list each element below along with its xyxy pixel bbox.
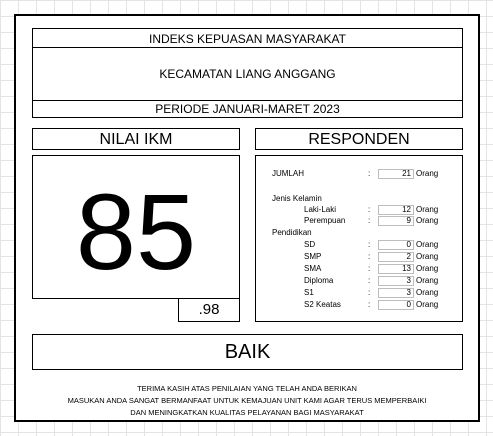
total-colon: : xyxy=(368,169,371,178)
education-label: SMP xyxy=(304,252,322,261)
ikm-score-decimal: .98 xyxy=(178,298,240,322)
education-value: 3 xyxy=(378,288,414,298)
gender-colon: : xyxy=(368,205,371,214)
ikm-category-label: BAIK xyxy=(32,334,463,370)
header-period: PERIODE JANUARI-MARET 2023 xyxy=(155,102,340,116)
footer-message xyxy=(14,381,480,421)
gender-unit: Orang xyxy=(416,205,439,214)
education-heading: Pendidikan xyxy=(272,228,312,237)
education-label: SD xyxy=(304,240,316,249)
education-unit: Orang xyxy=(416,300,439,309)
respondent-table xyxy=(255,155,463,322)
footer-line: MASUKAN ANDA SANGAT BERMANFAAT UNTUK KEMAJUAN UNIT KAMI AGAR TERUS MEMPERBAIKI xyxy=(67,396,427,405)
education-colon: : xyxy=(368,288,371,297)
total-unit: Orang xyxy=(416,169,439,178)
education-unit: Orang xyxy=(416,240,439,249)
education-value: 13 xyxy=(378,264,414,274)
footer-line: DAN MENINGKATKAN KUALITAS PELAYANAN BAGI MASYARAKAT xyxy=(130,408,364,417)
education-colon: : xyxy=(368,300,371,309)
education-colon: : xyxy=(368,264,371,273)
education-value: 0 xyxy=(378,240,414,250)
education-unit: Orang xyxy=(416,252,439,261)
education-value: 0 xyxy=(378,300,414,310)
header-divider xyxy=(33,47,462,48)
header-divider xyxy=(33,100,462,101)
ikm-score-integer: 85 xyxy=(75,171,197,292)
gender-value: 9 xyxy=(378,216,414,226)
education-label: S2 Keatas xyxy=(304,300,341,309)
education-unit: Orang xyxy=(416,288,439,297)
gender-label: Perempuan xyxy=(304,216,346,225)
education-unit: Orang xyxy=(416,264,439,273)
education-label: Diploma xyxy=(304,276,334,285)
gender-colon: : xyxy=(368,216,371,225)
education-colon: : xyxy=(368,276,371,285)
gender-label: Laki-Laki xyxy=(304,205,337,214)
ikm-score-box xyxy=(32,155,240,299)
education-label: SMA xyxy=(304,264,322,273)
gender-value: 12 xyxy=(378,205,414,215)
header-title: INDEKS KEPUASAN MASYARAKAT xyxy=(149,32,346,46)
header-box xyxy=(32,28,463,118)
education-value: 2 xyxy=(378,252,414,262)
total-label: JUMLAH xyxy=(272,169,305,178)
education-colon: : xyxy=(368,240,371,249)
ikm-section-title: NILAI IKM xyxy=(32,128,240,150)
footer-line: TERIMA KASIH ATAS PENILAIAN YANG TELAH ANDA BERIKAN xyxy=(137,384,357,393)
education-value: 3 xyxy=(378,276,414,286)
header-location: KECAMATAN LIANG ANGGANG xyxy=(159,67,336,81)
gender-unit: Orang xyxy=(416,216,439,225)
respondent-section-title: RESPONDEN xyxy=(255,128,463,150)
education-colon: : xyxy=(368,252,371,261)
education-unit: Orang xyxy=(416,276,439,285)
gender-heading: Jenis Kelamin xyxy=(272,194,322,203)
education-label: S1 xyxy=(304,288,314,297)
total-value: 21 xyxy=(378,169,414,179)
